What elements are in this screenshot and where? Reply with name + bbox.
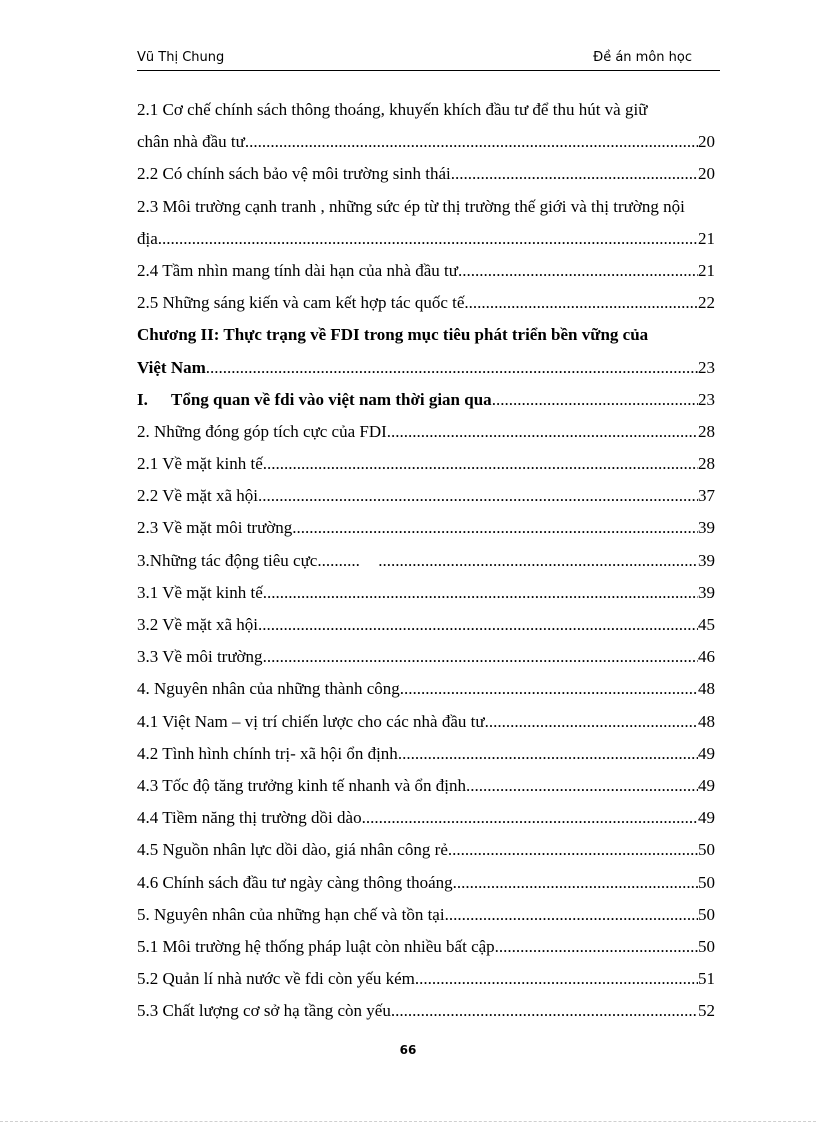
table-of-contents bbox=[137, 94, 715, 1027]
toc-page-number: 28 bbox=[698, 421, 715, 441]
toc-entry-4-3 bbox=[137, 770, 715, 802]
toc-entry-2-1 bbox=[137, 94, 715, 158]
toc-entry-3-3 bbox=[137, 641, 715, 673]
toc-page-number: 49 bbox=[698, 808, 715, 828]
toc-entry-text: 2.2 Về mặt xã hội bbox=[137, 486, 259, 506]
toc-entry-5-3 bbox=[137, 995, 715, 1027]
toc-page-number: 50 bbox=[698, 936, 715, 956]
toc-entry-text: 2.1 Cơ chế chính sách thông thoáng, khuyến khích đầu tư để thu hút và giữ bbox=[137, 100, 648, 119]
toc-entry-text: 2.4 Tầm nhìn mang tính dài hạn của nhà đầu tư bbox=[137, 260, 458, 280]
toc-section-number: I. bbox=[137, 389, 148, 409]
toc-entry-2-4 bbox=[137, 255, 715, 287]
toc-entry-2-2 bbox=[137, 158, 715, 190]
toc-page-number: 21 bbox=[698, 260, 715, 280]
toc-page-number: 21 bbox=[698, 228, 715, 248]
toc-page-number: 39 bbox=[698, 582, 715, 602]
toc-entry-text: 5.1 Môi trường hệ thống pháp luật còn nhiều bất cập bbox=[137, 936, 495, 956]
toc-entry-text: 2. Những đóng góp tích cực của FDI bbox=[137, 421, 387, 441]
toc-page-number: 20 bbox=[698, 164, 715, 184]
toc-entry-4-1 bbox=[137, 706, 715, 738]
toc-page-number: 49 bbox=[698, 775, 715, 795]
toc-entry-3-2 bbox=[137, 609, 715, 641]
toc-page-number: 20 bbox=[698, 132, 715, 152]
toc-entry-4-4 bbox=[137, 802, 715, 834]
toc-page-number: 48 bbox=[698, 679, 715, 699]
toc-entry-text-cont: Việt Nam bbox=[137, 357, 206, 377]
toc-entry-text-cont: chân nhà đầu tư bbox=[137, 132, 245, 152]
toc-entry-text: 4.4 Tiềm năng thị trường dồi dào bbox=[137, 808, 362, 828]
toc-entry-text: 3.3 Về môi trường bbox=[137, 647, 263, 667]
toc-entry-text: 3.Những tác động tiêu cực.......... bbox=[137, 550, 360, 570]
toc-entry-3-1 bbox=[137, 577, 715, 609]
toc-entry-4-5 bbox=[137, 834, 715, 866]
toc-entry-text: Tổng quan về fdi vào việt nam thời gian qua bbox=[171, 389, 492, 409]
toc-page-number: 50 bbox=[698, 872, 715, 892]
toc-entry-5-2 bbox=[137, 963, 715, 995]
toc-entry-text: 5.3 Chất lượng cơ sở hạ tầng còn yếu bbox=[137, 1001, 391, 1021]
toc-entry-3 bbox=[137, 545, 715, 577]
toc-page-number: 39 bbox=[698, 518, 715, 538]
toc-entry-text: 5. Nguyên nhân của những hạn chế và tồn tại bbox=[137, 904, 445, 924]
header-author: Vũ Thị Chung bbox=[137, 50, 225, 65]
toc-entry-text: 4.5 Nguồn nhân lực dồi dào, giá nhân công rẻ bbox=[137, 840, 448, 860]
toc-entry-text: 4.3 Tốc độ tăng trưởng kinh tế nhanh và ổn định bbox=[137, 775, 467, 795]
toc-entry-2-3 bbox=[137, 191, 715, 255]
toc-entry-2-5 bbox=[137, 287, 715, 319]
toc-entry-text: 2.2 Có chính sách bảo vệ môi trường sinh thái bbox=[137, 164, 451, 184]
toc-entry-2-2b bbox=[137, 480, 715, 512]
toc-page-number: 50 bbox=[698, 904, 715, 924]
toc-entry-text: 4.6 Chính sách đầu tư ngày càng thông thoáng bbox=[137, 872, 453, 892]
toc-page-number: 49 bbox=[698, 743, 715, 763]
toc-page-number: 23 bbox=[698, 357, 715, 377]
toc-entry-text: 4.1 Việt Nam – vị trí chiến lược cho các nhà đầu tư bbox=[137, 711, 485, 731]
toc-entry-text-cont: địa bbox=[137, 228, 158, 248]
toc-entry-text: 2.5 Những sáng kiến và cam kết hợp tác quốc tế bbox=[137, 293, 465, 313]
toc-page-number: 51 bbox=[698, 969, 715, 989]
toc-entry-text: 5.2 Quản lí nhà nước về fdi còn yếu kém bbox=[137, 969, 415, 989]
toc-entry-text: Chương II: Thực trạng về FDI trong mục tiêu phát triển bền vững của bbox=[137, 325, 649, 345]
toc-entry-text: 4.2 Tình hình chính trị- xã hội ổn định bbox=[137, 743, 398, 763]
toc-page-number: 46 bbox=[698, 647, 715, 667]
toc-entry-2-1b bbox=[137, 448, 715, 480]
toc-page-number: 48 bbox=[698, 711, 715, 731]
toc-entry-2 bbox=[137, 416, 715, 448]
page-number: 66 bbox=[399, 1043, 417, 1057]
toc-entry-text: 3.1 Về mặt kinh tế bbox=[137, 582, 263, 602]
toc-entry-text: 2.3 Môi trường cạnh tranh , những sức ép từ thị trường thế giới và thị trường nội bbox=[137, 196, 685, 216]
toc-entry-4-6 bbox=[137, 867, 715, 899]
toc-page-number: 45 bbox=[698, 615, 715, 635]
toc-entry-4-2 bbox=[137, 738, 715, 770]
toc-page-number: 39 bbox=[698, 550, 715, 570]
toc-entry-5 bbox=[137, 899, 715, 931]
toc-page-number: 52 bbox=[698, 1001, 715, 1021]
page-bottom-edge bbox=[0, 1121, 816, 1122]
page-header bbox=[137, 48, 720, 71]
toc-entry-text: 2.3 Về mặt môi trường bbox=[137, 518, 293, 538]
toc-entry-2-3b bbox=[137, 512, 715, 544]
toc-entry-5-1 bbox=[137, 931, 715, 963]
toc-page-number: 22 bbox=[698, 293, 715, 313]
toc-page-number: 37 bbox=[698, 486, 715, 506]
toc-page-number: 50 bbox=[698, 840, 715, 860]
toc-page-number: 28 bbox=[698, 454, 715, 474]
toc-entry-text: 4. Nguyên nhân của những thành công bbox=[137, 679, 400, 699]
toc-entry-4 bbox=[137, 673, 715, 705]
header-doc-type: Đề án môn học bbox=[593, 50, 692, 65]
toc-page-number: 23 bbox=[698, 389, 715, 409]
toc-entry-text: 2.1 Về mặt kinh tế bbox=[137, 454, 263, 474]
toc-entry-section-1 bbox=[137, 384, 715, 416]
toc-entry-text: 3.2 Về mặt xã hội bbox=[137, 615, 259, 635]
toc-entry-chapter-2 bbox=[137, 319, 715, 383]
